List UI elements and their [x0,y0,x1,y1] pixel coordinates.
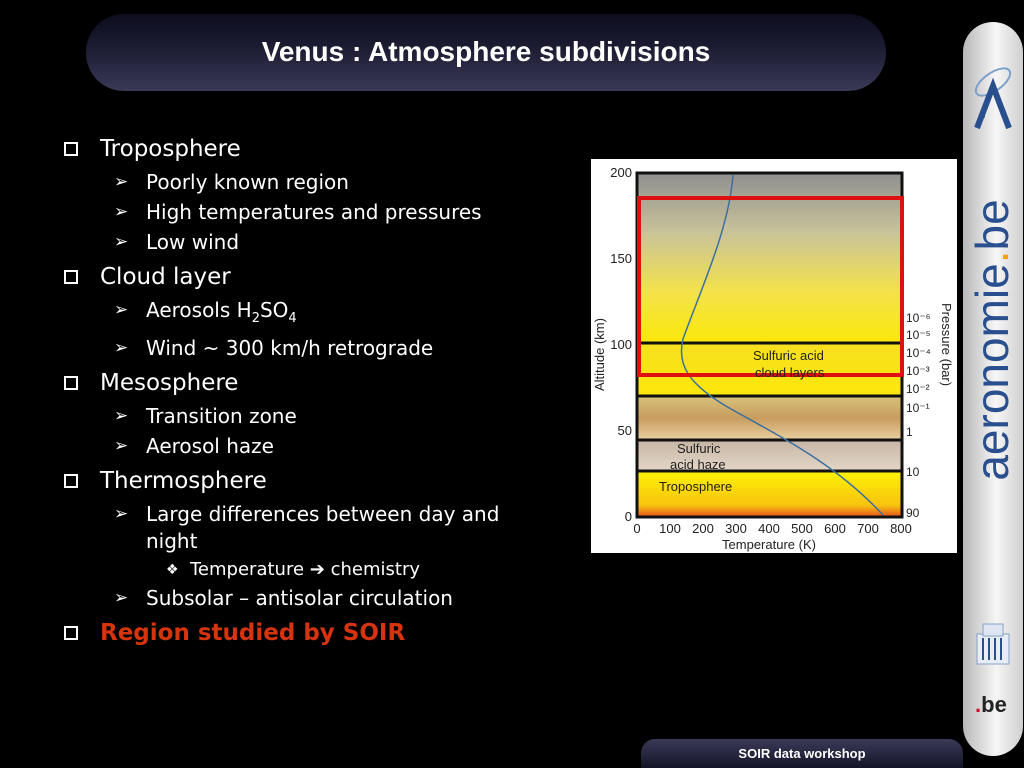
mid-cloud-band [637,396,902,440]
svg-text:90: 90 [906,506,920,520]
svg-text:10⁻⁵: 10⁻⁵ [906,328,931,342]
sub-bullet: ➢ Subsolar – antisolar circulation [114,586,453,610]
square-bullet-icon [64,270,78,284]
sub-bullet: ➢ Low wind [114,230,240,254]
arrow-bullet-icon: ➢ [114,300,129,320]
square-bullet-icon [64,376,78,390]
bullet-label: Cloud layer [100,264,231,290]
svg-text:10⁻¹: 10⁻¹ [906,401,930,415]
y-axis-label: Altitude (km) [592,318,607,391]
arrow-bullet-icon: ➢ [114,202,129,222]
bullet-label: Troposphere [100,136,241,162]
bullet-label: Mesosphere [100,370,239,396]
square-bullet-icon [64,142,78,156]
svg-text:200: 200 [692,521,714,536]
y-tick-labels [610,165,632,524]
bullet-mesosphere [64,366,574,400]
haze-label-2: acid haze [670,457,726,472]
bullet-list [64,132,574,650]
sub-bullet: ➢ Aerosol haze [114,434,274,458]
svg-text:0: 0 [633,521,641,536]
bullet-soir-region [64,616,574,650]
arrow-bullet-icon: ➢ [114,172,129,192]
x-axis-label: Temperature (K) [722,537,816,552]
bullet-thermosphere [64,464,574,498]
bullet-label: Thermosphere [100,468,267,494]
sub-sub-bullet: ❖ Temperature ➔ chemistry [166,559,420,580]
be-badge: .be [975,692,1007,717]
sub-bullet: ➢ High temperatures and pressures [114,200,482,224]
svg-text:100: 100 [659,521,681,536]
pressure-axis-label: Pressure (bar) [939,303,954,387]
footer-tab [641,739,963,768]
svg-text:10⁻⁴: 10⁻⁴ [906,346,931,360]
y-tick-50: 50 [617,423,632,438]
aerosols-formula: Aerosols $H_2SO_4$ [146,298,297,326]
svg-text:300: 300 [725,521,747,536]
pressure-tick-labels [906,311,931,520]
arrow-bullet-icon: ➢ [114,406,129,426]
x-tick-labels [633,521,911,536]
haze-label-1: Sulfuric [677,441,721,456]
sub-bullet: ➢ Wind ~ 300 km/h retrograde [114,336,434,360]
right-arrow-icon: ➔ [309,559,325,580]
y-tick-0: 0 [624,509,632,524]
square-bullet-icon [64,474,78,488]
svg-text:10⁻³: 10⁻³ [906,364,930,378]
slide-title: Venus : Atmosphere subdivisions [261,36,711,67]
cloud-layer-label-2: cloud layers [755,365,825,380]
svg-text:1: 1 [906,425,913,439]
belgian-institution-icon [973,618,1013,668]
svg-text:400: 400 [758,521,780,536]
diamond-bullet-icon: ❖ [166,562,179,578]
square-bullet-icon [64,626,78,640]
svg-text:10⁻²: 10⁻² [906,382,930,396]
sub-bullet: ➢ Poorly known region [114,170,349,194]
arrow-bullet-icon: ➢ [114,338,129,358]
sub-bullet: ➢ Transition zone [114,404,297,428]
sub-bullet [114,297,574,332]
y-tick-100: 100 [610,337,632,352]
svg-text:10: 10 [906,465,920,479]
svg-text:500: 500 [791,521,813,536]
arrow-bullet-icon: ➢ [114,232,129,252]
footer-text: SOIR data workshop [738,746,866,761]
title-bar [86,14,886,91]
arrow-bullet-icon: ➢ [114,504,129,524]
svg-text:10⁻⁶: 10⁻⁶ [906,311,931,325]
bullet-label: Region studied by SOIR [100,620,406,646]
bullet-troposphere [64,132,574,166]
sub-bullet: ➢ Large differences between day and night [114,502,500,553]
bullet-cloud-layer [64,260,574,294]
arrow-bullet-icon: ➢ [114,436,129,456]
svg-text:800: 800 [890,521,912,536]
venus-atmosphere-figure [591,159,957,553]
y-tick-150: 150 [610,251,632,266]
aeronomie-brand-text: aeronomie.be [966,199,1018,481]
troposphere-label: Troposphere [659,479,733,494]
aeronomie-logo-icon [969,58,1017,132]
svg-text:600: 600 [824,521,846,536]
svg-text:700: 700 [857,521,879,536]
y-tick-200: 200 [610,165,632,180]
cloud-layer-label-1: Sulfuric acid [753,348,824,363]
arrow-bullet-icon: ➢ [114,588,129,608]
